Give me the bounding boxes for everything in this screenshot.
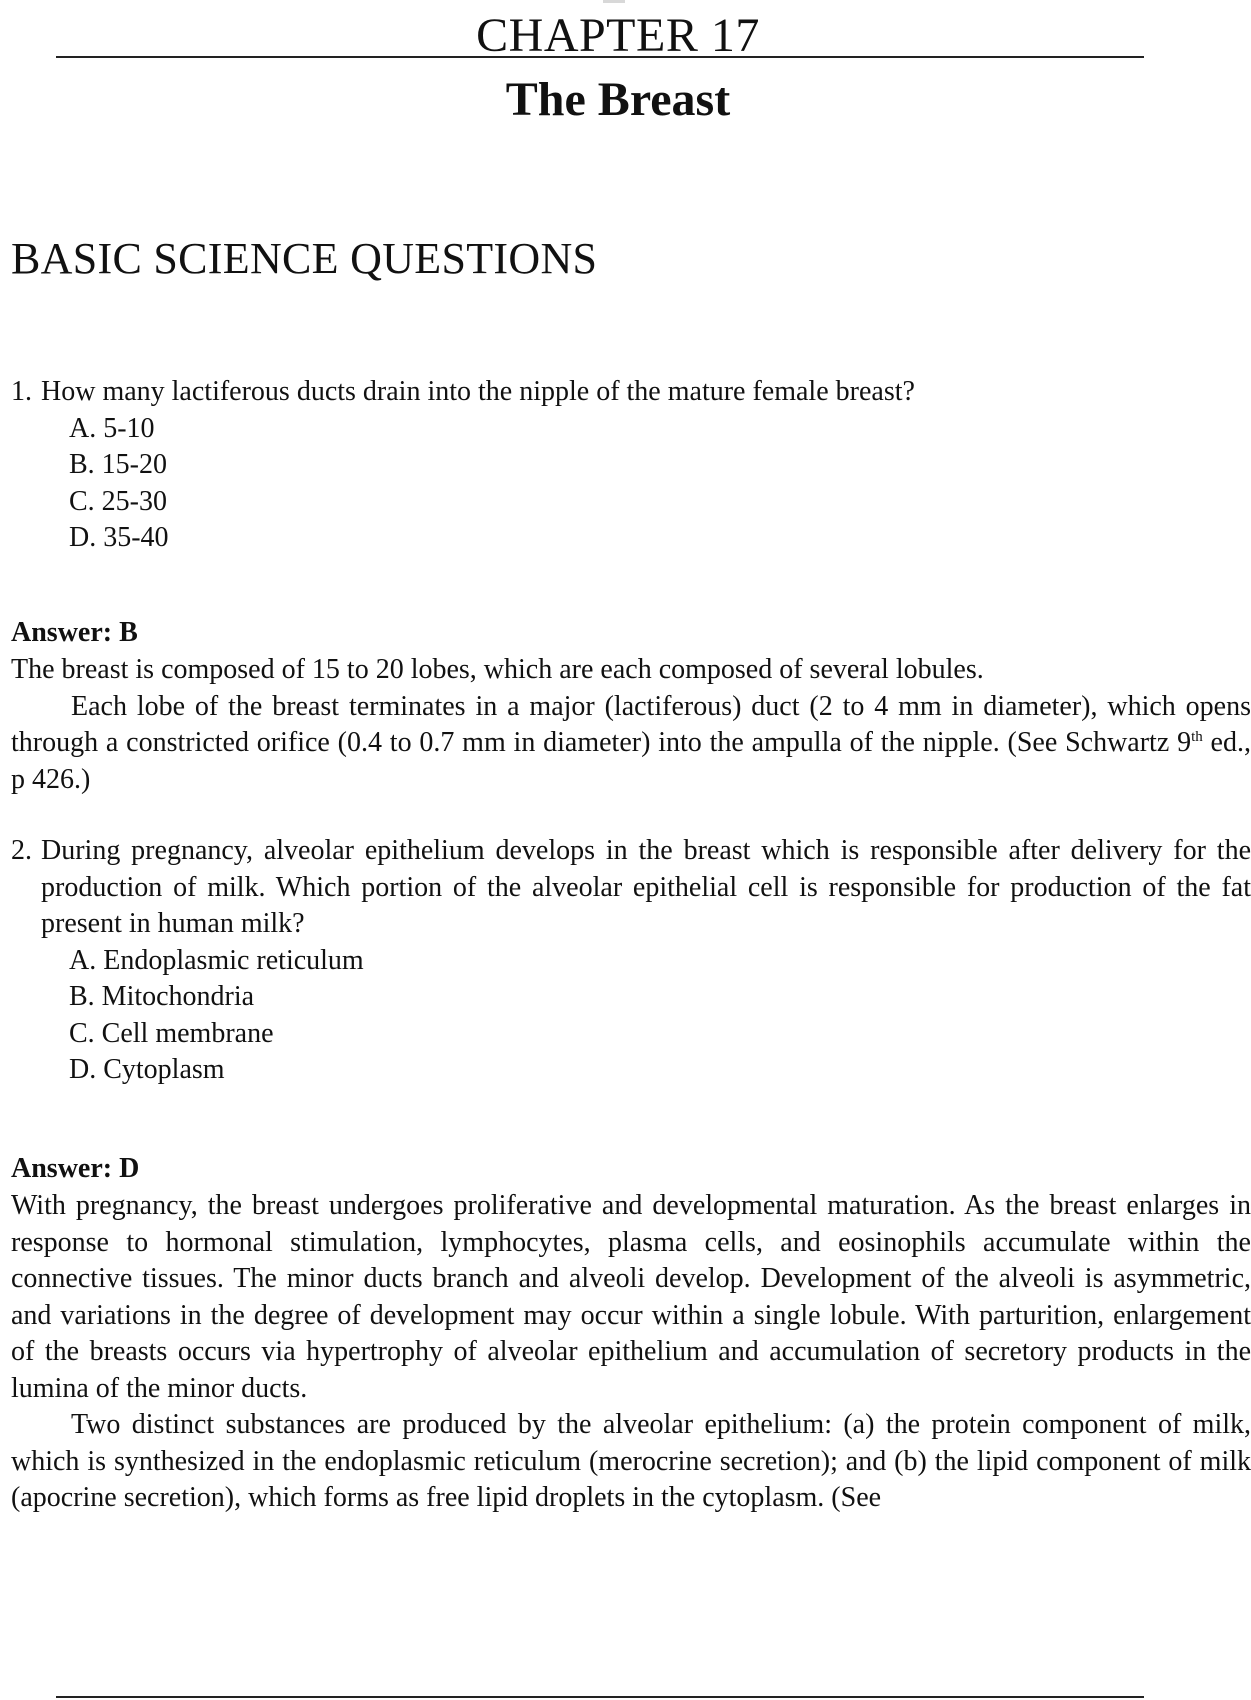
chapter-title: The Breast <box>505 73 731 126</box>
question-2-option-d: D. Cytoplasm <box>69 1054 225 1085</box>
question-2-text: During pregnancy, alveolar epithelium develops in the breast which is responsible after delivery for the production of milk. Which portion of the alveolar epithelial cell is responsible for production of the fat present in human milk? <box>41 835 1251 939</box>
answer-2-paragraph-1: With pregnancy, the breast undergoes proliferative and developmental maturation. As the breast enlarges in response to hormonal stimulation, lymphocytes, plasma cells, and eosinophils accumulate within the connective tissues. The minor ducts branch and alveoli develop. Development of the alveoli is asymmetric, and variations in the degree of development may occur within a single lobule. With parturition, enlargement of the breasts occurs via hypertrophy of alveolar epithelium and accumulation of secretory products in the lumina of the minor ducts. <box>11 1190 1251 1404</box>
question-1-stem <box>11 374 1251 411</box>
question-2 <box>11 833 1251 1089</box>
question-2-options <box>11 943 1251 1089</box>
question-1 <box>11 374 1251 557</box>
question-1-option-d: D. 35-40 <box>69 522 169 553</box>
answer-1-citation-tail: ed., p 426.) <box>11 727 1251 795</box>
answer-1-citation-sup: th <box>1191 729 1203 745</box>
chapter-number: CHAPTER 17 <box>476 9 760 62</box>
question-1-number: 1. <box>11 376 32 407</box>
answer-1-paragraph-1: The breast is composed of 15 to 20 lobes, which are each composed of several lobules. <box>11 654 984 685</box>
question-2-option-b: B. Mitochondria <box>69 981 255 1012</box>
answer-2-paragraph-2: Two distinct substances are produced by the alveolar epithelium: (a) the protein component of milk, which is synthesized in the endoplasmic reticulum (merocrine secretion); and (b) the lipid component of milk (apocrine secretion), which forms as free lipid droplets in the cytoplasm. (See <box>11 1409 1251 1513</box>
question-2-stem <box>11 833 1251 943</box>
answer-2 <box>11 1150 1251 1517</box>
question-2-option-a: A. Endoplasmic reticulum <box>69 944 364 976</box>
answer-1 <box>11 614 1251 798</box>
section-heading: BASIC SCIENCE QUESTIONS <box>11 234 598 283</box>
question-2-number: 2. <box>11 835 32 866</box>
question-1-option-b: B. 15-20 <box>69 449 167 480</box>
answer-1-label: Answer: B <box>11 617 138 648</box>
question-1-options <box>11 411 1251 557</box>
answer-1-paragraph-2 <box>11 689 1251 799</box>
question-1-option-a: A. 5-10 <box>69 412 155 444</box>
answer-1-paragraph-2-text: Each lobe of the breast terminates in a major (lactiferous) duct (2 to 4 mm in diameter), which opens through a constricted orifice (0.4 to 0.7 mm in diameter) into the ampulla of the nipple. (See Schwartz 9 <box>11 690 1251 758</box>
page-top-mark <box>603 0 625 3</box>
answer-2-label: Answer: D <box>11 1153 140 1184</box>
question-2-option-c: C. Cell membrane <box>69 1017 274 1049</box>
question-1-option-c: C. 25-30 <box>69 485 167 517</box>
question-1-text: How many lactiferous ducts drain into the nipple of the mature female breast? <box>41 376 915 407</box>
footer-rule <box>56 1696 1144 1698</box>
header-rule <box>56 56 1144 58</box>
